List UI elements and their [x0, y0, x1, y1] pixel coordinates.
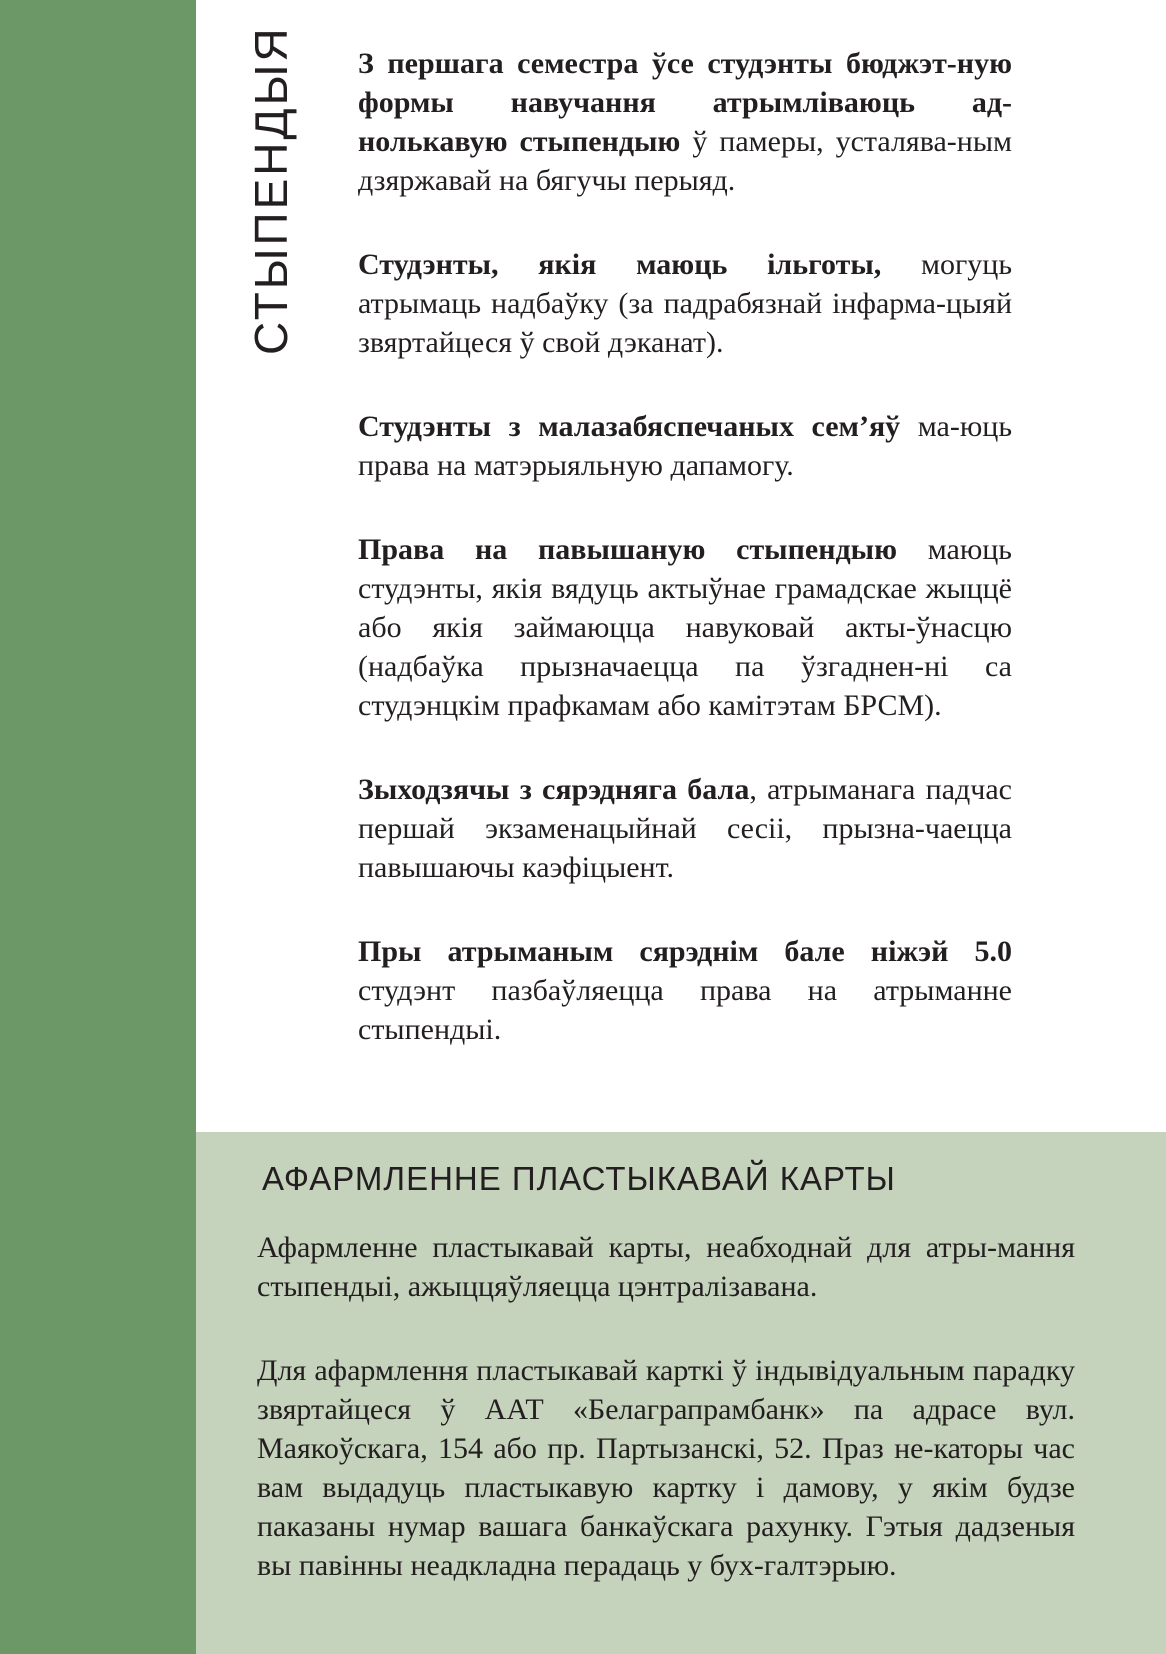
paragraph-text: могуць атрымаць надбаўку (за падрабязнай інфарма-цыяй звяртайцеся ў свой дэканат).	[358, 248, 1013, 359]
green-sidebar	[0, 0, 196, 1654]
paragraph-text: , атрыманага падчас першай экзаменацыйнай сесіі, прызна-чаецца павышаючы каэфіцыент.	[358, 773, 1012, 884]
paragraph-low-grade	[358, 932, 1012, 1049]
paragraph-text: ма-юць права на матэрыяльную дапамогу.	[358, 410, 1013, 482]
section-title-plastic-card: АФАРМЛЕННЕ ПЛАСТЫКАВАЙ КАРТЫ	[262, 1160, 896, 1197]
stipend-text	[358, 44, 1012, 1094]
plastic-card-text	[257, 1228, 1075, 1630]
paragraph-budget-students	[358, 44, 1012, 200]
bold-lead: Права на павышаную стыпендыю	[358, 533, 898, 566]
paragraph-increased-stipend	[358, 530, 1012, 725]
bold-lead: Студэнты, якія маюць ільготы,	[358, 248, 882, 281]
section-title-stipend: СТЫПЕНДЫЯ	[245, 25, 297, 355]
paragraph-individual: Для афармлення пластыкавай карткі ў індывідуальным парадку звяртайцеся ў ААТ «Белаграпрамбанк» па адрасе вул. Маякоўскага, 154 або пр. Партызанскі, 52. Праз не-каторы час вам выдадуць пластыкавую картку і дамову, у якім будзе паказаны нумар вашага банкаўскага рахунку. Гэтыя дадзеныя вы павінны неадкладна перадаць у бух-галтэрыю.	[257, 1354, 1075, 1582]
paragraph-average-grade	[358, 770, 1012, 887]
paragraph-text: маюць студэнты, якія вядуць актыўнае грамадскае жыццё або якія займаюцца навуковай акты-ўнасцю (надбаўка прызначаецца па ўзгаднен-ні са студэнцкім прафкамам або камітэтам БРСМ).	[358, 533, 1012, 722]
paragraph-benefits	[358, 245, 1012, 362]
paragraph-centralized: Афармленне пластыкавай карты, неабходнай для атры-мання стыпендыі, ажыццяўляецца цэнтралізавана.	[257, 1231, 1075, 1303]
bold-lead: Зыходзячы з сярэдняга бала	[358, 773, 750, 806]
paragraph-low-income	[358, 407, 1012, 485]
bold-lead: Пры атрыманым сярэднім бале ніжэй 5.0	[358, 935, 1012, 968]
bold-lead: Студэнты з малазабяспечаных сем’яў	[358, 410, 901, 443]
plastic-card-section	[196, 1132, 1166, 1654]
paragraph-text: ў памеры, усталява-ным дзяржавай на бягучы перыяд.	[358, 125, 1012, 197]
bold-lead: З першага семестра ўсе студэнты бюджэт-ную формы навучання атрымліваюць ад-нолькавую стыпендыю	[358, 47, 1012, 158]
paragraph-text: студэнт пазбаўляецца права на атрыманне стыпендыі.	[358, 974, 1012, 1046]
